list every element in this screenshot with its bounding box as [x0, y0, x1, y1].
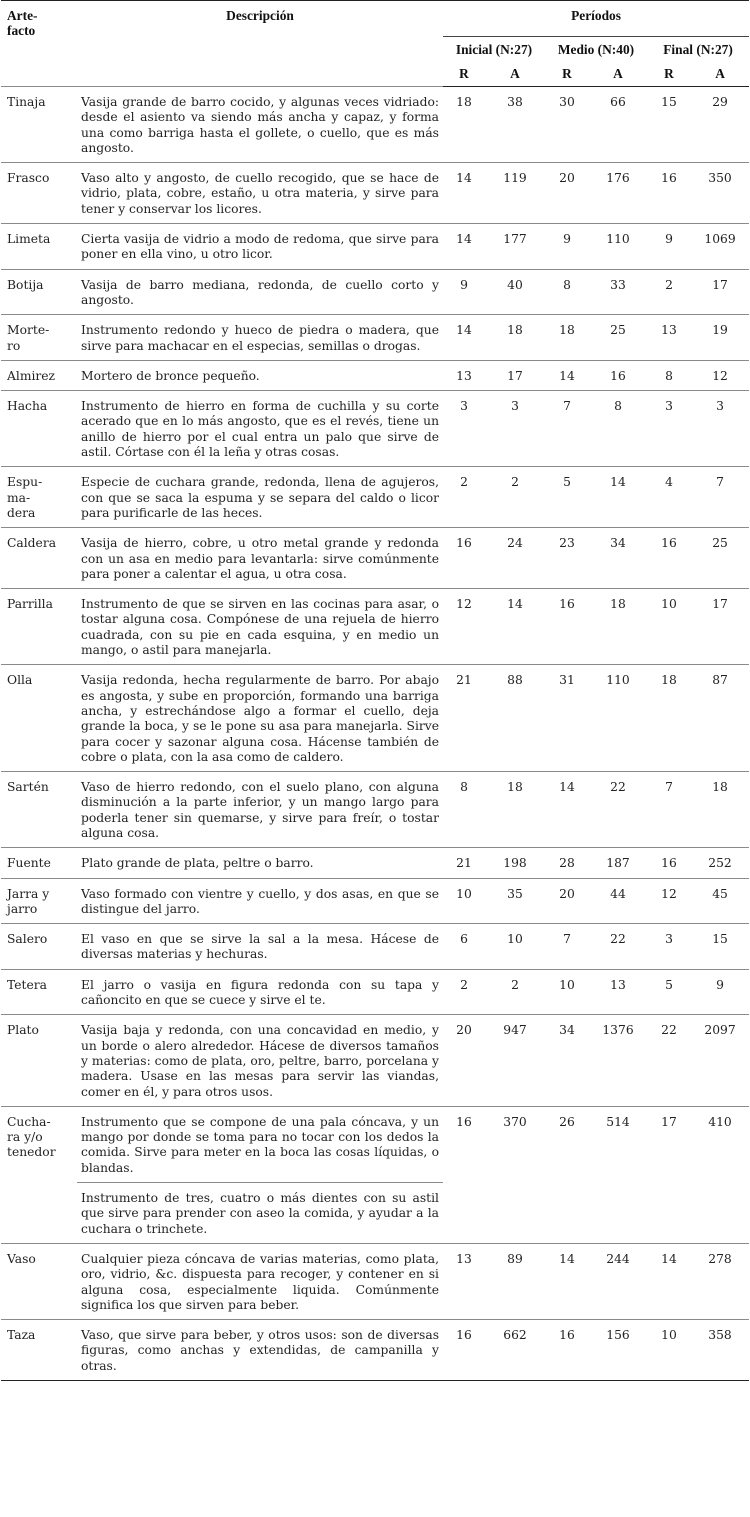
table-row: [1, 878, 749, 924]
artifact-description: Especie de cuchara grande, redonda, llena de agujeros, con que se saca la espuma y se separa del caldo o licor para purificarle de las heces.: [77, 467, 443, 528]
artifact-description: Vaso formado con vientre y cuello, y dos asas, en que se distingue del jarro.: [77, 878, 443, 924]
value-r: 13: [443, 360, 485, 390]
value-r: 12: [443, 589, 485, 665]
value-a: 2: [485, 467, 545, 528]
value-r: 13: [443, 1243, 485, 1319]
artifact-description: Vasija baja y redonda, con una concavidad en medio, y un borde o alero alrededor. Hácese de diversos tamaños y materias: como de plata, oro, peltre, barro, porcelana y madera. Usase en las mesas para servir las viandas, comer en él, y para otros usos.: [77, 1015, 443, 1106]
header-sub-a: A: [589, 61, 647, 87]
value-r: 3: [647, 391, 691, 467]
value-a: 2097: [691, 1015, 749, 1106]
artifact-description: Instrumento que se compone de una pala cóncava, y un mango por donde se toma para no tocar con los dedos la comida. Sirve para meter en la boca las cosas líquidas, o blandas.: [77, 1106, 443, 1182]
value-r: 16: [545, 1320, 589, 1381]
header-sub-a: A: [485, 61, 545, 87]
value-r: 8: [545, 269, 589, 315]
value-r: 4: [647, 467, 691, 528]
artifact-name: Hacha: [1, 391, 77, 467]
value-r: 16: [647, 848, 691, 878]
artifact-description: El jarro o vasija en figura redonda con su tapa y cañoncito en que se cuece y sirve el te.: [77, 969, 443, 1015]
value-r: 14: [443, 224, 485, 270]
artifact-description: Vasija redonda, hecha regularmente de barro. Por abajo es angosta, y sube en proporción, formando una barriga ancha, y estrechándose algo a formar el cuello, deja grande la boca, y se le pone su asa para manejarla. Sirve para cocer y sazonar alguna cosa. Hácense también de cobre o plata, con la asa como de caldero.: [77, 665, 443, 772]
value-a: 1069: [691, 224, 749, 270]
table-row: [1, 1015, 749, 1106]
value-r: 34: [545, 1015, 589, 1106]
value-a: 13: [589, 969, 647, 1015]
artifact-description: Vaso, que sirve para beber, y otros usos: son de diversas figuras, como anchas y extendidas, de campanilla y otras.: [77, 1320, 443, 1381]
value-a: 22: [589, 772, 647, 848]
table-row: [1, 1320, 749, 1381]
header-group-final: Final (N:27): [647, 37, 749, 62]
artifact-name: Salero: [1, 924, 77, 970]
value-a: 45: [691, 878, 749, 924]
value-r: 15: [647, 87, 691, 163]
value-r: 10: [647, 1320, 691, 1381]
value-r: 20: [545, 878, 589, 924]
value-a: 25: [589, 315, 647, 361]
header-sub-r: R: [545, 61, 589, 87]
value-a: 176: [589, 163, 647, 224]
table-row: [1, 969, 749, 1015]
value-r: 20: [443, 1015, 485, 1106]
value-a: 14: [485, 589, 545, 665]
value-a: 18: [589, 589, 647, 665]
value-a: 17: [485, 360, 545, 390]
table-row: [1, 589, 749, 665]
value-r: 3: [647, 924, 691, 970]
artifact-name: Plato: [1, 1015, 77, 1106]
table-body: [1, 87, 749, 1381]
value-a: 9: [691, 969, 749, 1015]
value-a: 18: [691, 772, 749, 848]
value-r: 14: [647, 1243, 691, 1319]
table-row: [1, 924, 749, 970]
value-r: 14: [443, 163, 485, 224]
value-a: 22: [589, 924, 647, 970]
artifact-description: Cualquier pieza cóncava de varias materias, como plata, oro, vidrio, &c. dispuesta para recoger, y contener en si alguna cosa, especialmente liquida. Comúnmente significa los que sirven para beber.: [77, 1243, 443, 1319]
artifact-description-secondary: Instrumento de tres, cuatro o más dientes con su astil que sirve para prender con aseo la comida, y ayudar a la cuchara o trinchete.: [77, 1183, 443, 1244]
artifact-description: El vaso en que se sirve la sal a la mesa. Hácese de diversas materias y hechuras.: [77, 924, 443, 970]
value-r: 16: [443, 528, 485, 589]
value-a: 514: [589, 1106, 647, 1243]
header-artefacto: Arte- facto: [1, 1, 77, 87]
value-a: 662: [485, 1320, 545, 1381]
value-r: 2: [443, 969, 485, 1015]
value-r: 22: [647, 1015, 691, 1106]
value-a: 29: [691, 87, 749, 163]
header-sub-a: A: [691, 61, 749, 87]
value-r: 23: [545, 528, 589, 589]
artifact-name: Fuente: [1, 848, 77, 878]
value-a: 34: [589, 528, 647, 589]
artifact-name: Morte- ro: [1, 315, 77, 361]
value-r: 7: [545, 924, 589, 970]
value-a: 410: [691, 1106, 749, 1243]
value-r: 14: [545, 772, 589, 848]
value-a: 350: [691, 163, 749, 224]
artifact-name: Jarra y jarro: [1, 878, 77, 924]
header-group-medio: Medio (N:40): [545, 37, 647, 62]
value-a: 14: [589, 467, 647, 528]
table-row: [1, 772, 749, 848]
value-r: 10: [647, 589, 691, 665]
value-r: 16: [443, 1106, 485, 1243]
value-a: 15: [691, 924, 749, 970]
value-a: 87: [691, 665, 749, 772]
value-a: 252: [691, 848, 749, 878]
table-row: [1, 315, 749, 361]
table-row: [1, 665, 749, 772]
value-r: 13: [647, 315, 691, 361]
table-row: [1, 269, 749, 315]
artifact-description: Vasija de barro mediana, redonda, de cuello corto y angosto.: [77, 269, 443, 315]
value-r: 18: [545, 315, 589, 361]
artifact-description: Cierta vasija de vidrio a modo de redoma, que sirve para poner en ella vino, u otro licor.: [77, 224, 443, 270]
value-r: 16: [545, 589, 589, 665]
value-a: 40: [485, 269, 545, 315]
table-row: [1, 224, 749, 270]
artifact-description: Instrumento de que se sirven en las cocinas para asar, o tostar alguna cosa. Compónese de una rejuela de hierro cuadrada, con su pie en cada esquina, y en medio un mango, o astil para manejarla.: [77, 589, 443, 665]
header-periodos: Períodos: [443, 1, 749, 37]
value-a: 2: [485, 969, 545, 1015]
value-r: 31: [545, 665, 589, 772]
value-r: 10: [443, 878, 485, 924]
value-r: 17: [647, 1106, 691, 1243]
value-a: 38: [485, 87, 545, 163]
value-a: 3: [691, 391, 749, 467]
value-a: 44: [589, 878, 647, 924]
value-a: 370: [485, 1106, 545, 1243]
value-a: 24: [485, 528, 545, 589]
table-row: [1, 528, 749, 589]
artifact-description: Vaso alto y angosto, de cuello recogido, que se hace de vidrio, plata, cobre, estaño, u otra materia, y sirve para tener y conservar los licores.: [77, 163, 443, 224]
value-r: 7: [647, 772, 691, 848]
value-r: 3: [443, 391, 485, 467]
value-r: 16: [443, 1320, 485, 1381]
value-r: 18: [443, 87, 485, 163]
value-a: 119: [485, 163, 545, 224]
value-r: 14: [443, 315, 485, 361]
value-a: 3: [485, 391, 545, 467]
value-a: 278: [691, 1243, 749, 1319]
value-a: 947: [485, 1015, 545, 1106]
artifact-name: Vaso: [1, 1243, 77, 1319]
value-r: 20: [545, 163, 589, 224]
table-row: [1, 163, 749, 224]
value-a: 187: [589, 848, 647, 878]
value-a: 177: [485, 224, 545, 270]
value-a: 198: [485, 848, 545, 878]
value-r: 8: [647, 360, 691, 390]
artifact-description: Vaso de hierro redondo, con el suelo plano, con alguna disminución a la parte inferior, y un mango largo para poderla tener sin quemarse, y sirve para freír, o tostar alguna cosa.: [77, 772, 443, 848]
value-r: 12: [647, 878, 691, 924]
value-a: 244: [589, 1243, 647, 1319]
artifact-description: Mortero de bronce pequeño.: [77, 360, 443, 390]
artifact-name: Botija: [1, 269, 77, 315]
table-row: [1, 1106, 749, 1182]
value-r: 9: [545, 224, 589, 270]
value-a: 35: [485, 878, 545, 924]
value-r: 16: [647, 163, 691, 224]
artifact-name: Sartén: [1, 772, 77, 848]
value-a: 10: [485, 924, 545, 970]
artifact-name: Espu- ma- dera: [1, 467, 77, 528]
value-r: 9: [443, 269, 485, 315]
artifact-name: Frasco: [1, 163, 77, 224]
header-group-inicial: Inicial (N:27): [443, 37, 545, 62]
artifact-description: Vasija de hierro, cobre, u otro metal grande y redonda con un asa en medio para levantarla: sirve comúnmente para poner a calentar el agua, u otra cosa.: [77, 528, 443, 589]
value-a: 12: [691, 360, 749, 390]
artifact-name: Taza: [1, 1320, 77, 1381]
artifact-name: Parrilla: [1, 589, 77, 665]
artifact-description: Instrumento redondo y hueco de piedra o madera, que sirve para machacar en el especias, semillas o drogas.: [77, 315, 443, 361]
header-sub-r: R: [647, 61, 691, 87]
value-a: 88: [485, 665, 545, 772]
value-r: 6: [443, 924, 485, 970]
artifact-table: [1, 0, 749, 1381]
value-r: 21: [443, 665, 485, 772]
header-descripcion: Descripción: [77, 1, 443, 87]
artifact-description: Instrumento de hierro en forma de cuchilla y su corte acerado que en lo más angosto, que es el revés, tiene un anillo de hierro por el cual entra un palo que sirve de astil. Córtase con él la leña y otras cosas.: [77, 391, 443, 467]
value-a: 25: [691, 528, 749, 589]
artifact-name: Tetera: [1, 969, 77, 1015]
value-a: 156: [589, 1320, 647, 1381]
value-a: 33: [589, 269, 647, 315]
value-r: 18: [647, 665, 691, 772]
value-a: 7: [691, 467, 749, 528]
artifact-name: Limeta: [1, 224, 77, 270]
artifact-name: Caldera: [1, 528, 77, 589]
value-r: 2: [443, 467, 485, 528]
artifact-description: Plato grande de plata, peltre o barro.: [77, 848, 443, 878]
value-a: 358: [691, 1320, 749, 1381]
value-r: 14: [545, 1243, 589, 1319]
artifact-name: Tinaja: [1, 87, 77, 163]
header-sub-r: R: [443, 61, 485, 87]
value-a: 110: [589, 224, 647, 270]
table-row: [1, 1243, 749, 1319]
value-a: 16: [589, 360, 647, 390]
artifact-name: Olla: [1, 665, 77, 772]
table-row: [1, 360, 749, 390]
value-r: 10: [545, 969, 589, 1015]
table-row: [1, 467, 749, 528]
value-a: 8: [589, 391, 647, 467]
value-a: 110: [589, 665, 647, 772]
table-row: [1, 87, 749, 163]
artifact-description: Vasija grande de barro cocido, y algunas veces vidriado: desde el asiento va siendo más ancha y capaz, y forma una como barriga hasta el gollete, o cuello, que es más angosto.: [77, 87, 443, 163]
value-a: 1376: [589, 1015, 647, 1106]
value-r: 5: [647, 969, 691, 1015]
value-a: 17: [691, 269, 749, 315]
table-row: [1, 848, 749, 878]
value-a: 89: [485, 1243, 545, 1319]
value-r: 21: [443, 848, 485, 878]
value-a: 19: [691, 315, 749, 361]
value-r: 9: [647, 224, 691, 270]
value-a: 17: [691, 589, 749, 665]
artifact-name: Almirez: [1, 360, 77, 390]
value-r: 7: [545, 391, 589, 467]
table-row: [1, 391, 749, 467]
artifact-name: Cucha- ra y/o tenedor: [1, 1106, 77, 1243]
value-r: 26: [545, 1106, 589, 1243]
value-a: 66: [589, 87, 647, 163]
value-a: 18: [485, 315, 545, 361]
value-a: 18: [485, 772, 545, 848]
value-r: 2: [647, 269, 691, 315]
value-r: 28: [545, 848, 589, 878]
value-r: 5: [545, 467, 589, 528]
value-r: 14: [545, 360, 589, 390]
value-r: 8: [443, 772, 485, 848]
value-r: 30: [545, 87, 589, 163]
value-r: 16: [647, 528, 691, 589]
